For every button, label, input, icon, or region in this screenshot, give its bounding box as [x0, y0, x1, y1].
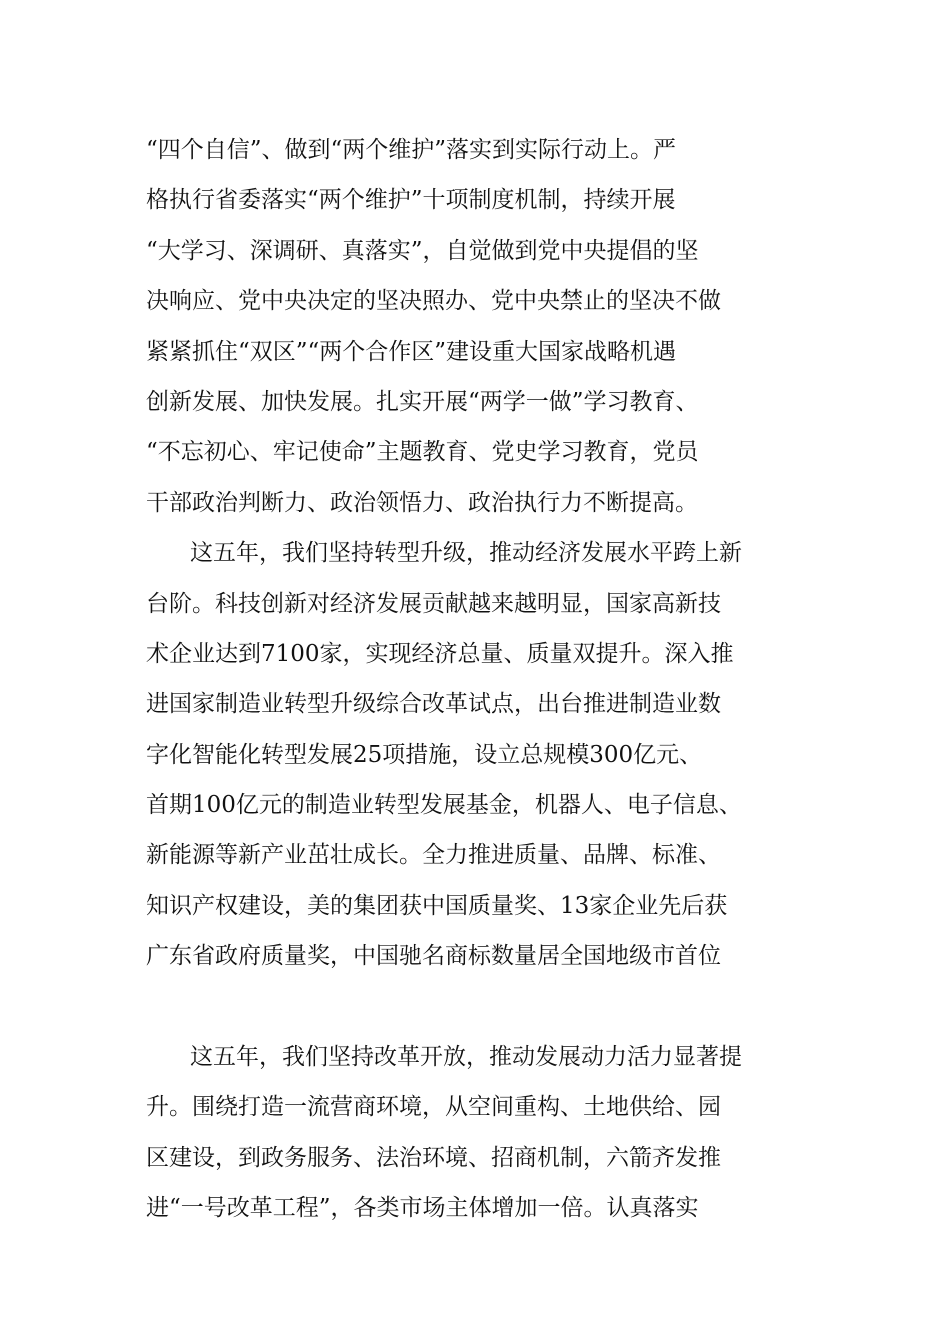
text-line: “不忘初心、牢记使命”主题教育、党史学习教育，党员 — [146, 439, 699, 466]
text-line: “四个自信”、做到“两个维护”落实到实际行动上。严 — [146, 137, 677, 163]
text-line: 创新发展、加快发展。扎实开展“两学一做”学习教育、 — [146, 388, 699, 415]
paragraph-1 — [146, 125, 836, 528]
text-line: 台阶。科技创新对经济发展贡献越来越明显，国家高新技 — [146, 590, 721, 617]
text-line: 术企业达到7100家，实现经济总量、质量双提升。深入推 — [146, 640, 734, 667]
text-line: 字化智能化转型发展25项措施，设立总规模300亿元、 — [146, 741, 703, 768]
text-line: 新能源等新产业茁壮成长。全力推进质量、品牌、标准、 — [146, 842, 721, 869]
document-body — [146, 125, 836, 1234]
text-line: 首期100亿元的制造业转型发展基金，机器人、电子信息、 — [146, 792, 742, 819]
text-line: 进“一号改革工程”，各类市场主体增加一倍。认真落实 — [146, 1195, 699, 1222]
paragraph-spacer — [146, 982, 836, 1032]
text-line: 知识产权建设，美的集团获中国质量奖、13家企业先后获 — [146, 892, 728, 919]
text-line: 广东省政府质量奖，中国驰名商标数量居全国地级市首位 — [146, 943, 721, 970]
text-line: 升。围绕打造一流营商环境，从空间重构、土地供给、园 — [146, 1094, 721, 1121]
text-line: 这五年，我们坚持转型升级，推动经济发展水平跨上新 — [190, 540, 742, 567]
text-line: 决响应、党中央决定的坚决照办、党中央禁止的坚决不做 — [146, 288, 721, 315]
text-line: 格执行省委落实“两个维护”十项制度机制，持续开展 — [146, 187, 676, 214]
text-line: 紧紧抓住“双区”“两个合作区”建设重大国家战略机遇 — [146, 338, 677, 365]
text-line: 这五年，我们坚持改革开放，推动发展动力活力显著提 — [190, 1044, 742, 1071]
text-line: 区建设，到政务服务、法治环境、招商机制，六箭齐发推 — [146, 1144, 721, 1171]
paragraph-2 — [146, 528, 836, 982]
text-line: “大学习、深调研、真落实”，自觉做到党中央提倡的坚 — [146, 237, 699, 264]
text-line: 进国家制造业转型升级综合改革试点，出台推进制造业数 — [146, 691, 721, 718]
paragraph-3 — [146, 1032, 836, 1234]
text-line: 干部政治判断力、政治领悟力、政治执行力不断提高。 — [146, 489, 698, 516]
